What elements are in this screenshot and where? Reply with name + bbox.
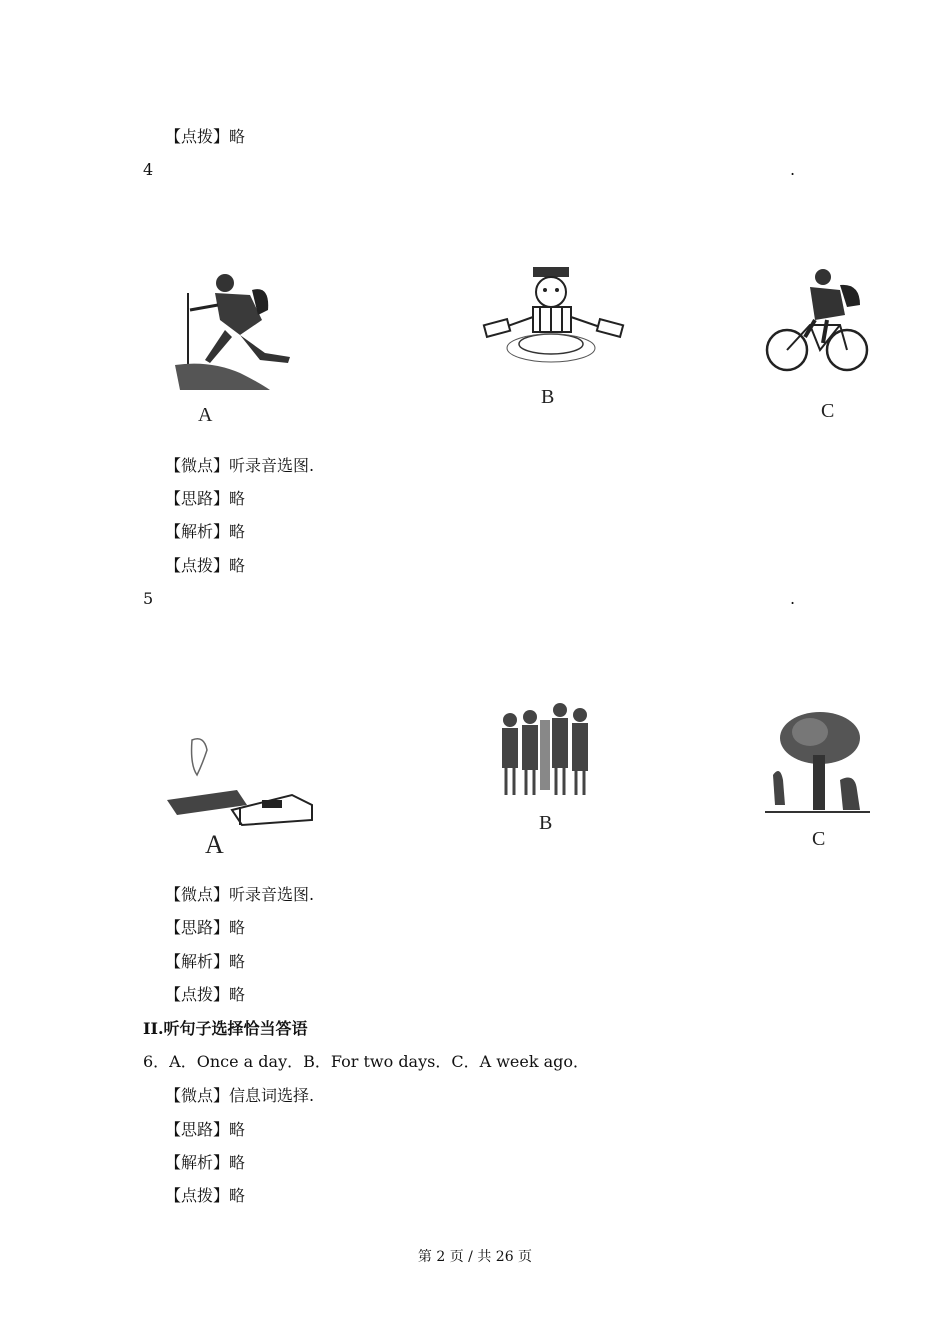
q6-note-jiexi: 【解析】略 bbox=[165, 1153, 246, 1172]
question-5-number: 5 bbox=[143, 589, 154, 608]
q5-note-dianbo: 【点拨】略 bbox=[165, 985, 246, 1004]
q5-option-a-label: A bbox=[205, 830, 224, 859]
picnic-camp-icon bbox=[162, 735, 322, 830]
question-4-number: 4 bbox=[143, 160, 154, 179]
question-6-text: 6．A．Once a day．B．For two days．C．A week ago． bbox=[143, 1052, 590, 1071]
q5-note-jiexi: 【解析】略 bbox=[165, 952, 246, 971]
q4-option-c-label: C bbox=[821, 400, 835, 422]
q5-option-b-label: B bbox=[539, 812, 553, 834]
cyclist-icon bbox=[765, 265, 875, 385]
group-of-people-icon bbox=[490, 695, 600, 805]
tree-with-figures-icon bbox=[765, 710, 870, 820]
section-2-title: II.听句子选择恰当答语 bbox=[143, 1019, 308, 1038]
hiker-climbing-icon bbox=[170, 265, 310, 405]
q6-note-dianbo: 【点拨】略 bbox=[165, 1186, 246, 1205]
q5-note-silu: 【思路】略 bbox=[165, 918, 246, 937]
q6-note-silu: 【思路】略 bbox=[165, 1120, 246, 1139]
q4-note-silu: 【思路】略 bbox=[165, 489, 246, 508]
q4-note-weidian: 【微点】听录音选图. bbox=[165, 456, 315, 475]
q5-option-c-label: C bbox=[812, 828, 826, 850]
page-footer: 第 2 页 / 共 26 页 bbox=[417, 1249, 533, 1265]
question-5-trailing-dot: . bbox=[790, 589, 796, 608]
q4-option-b-label: B bbox=[541, 386, 555, 408]
q4-option-a-label: A bbox=[198, 404, 213, 426]
boy-rowing-icon bbox=[480, 262, 630, 382]
q4-note-dianbo: 【点拨】略 bbox=[165, 556, 246, 575]
q4-note-jiexi: 【解析】略 bbox=[165, 522, 246, 541]
q6-note-weidian: 【微点】信息词选择. bbox=[165, 1086, 315, 1105]
question-4-trailing-dot: . bbox=[790, 160, 796, 179]
note-dianbo: 【点拨】略 bbox=[165, 127, 246, 146]
q5-note-weidian: 【微点】听录音选图. bbox=[165, 885, 315, 904]
